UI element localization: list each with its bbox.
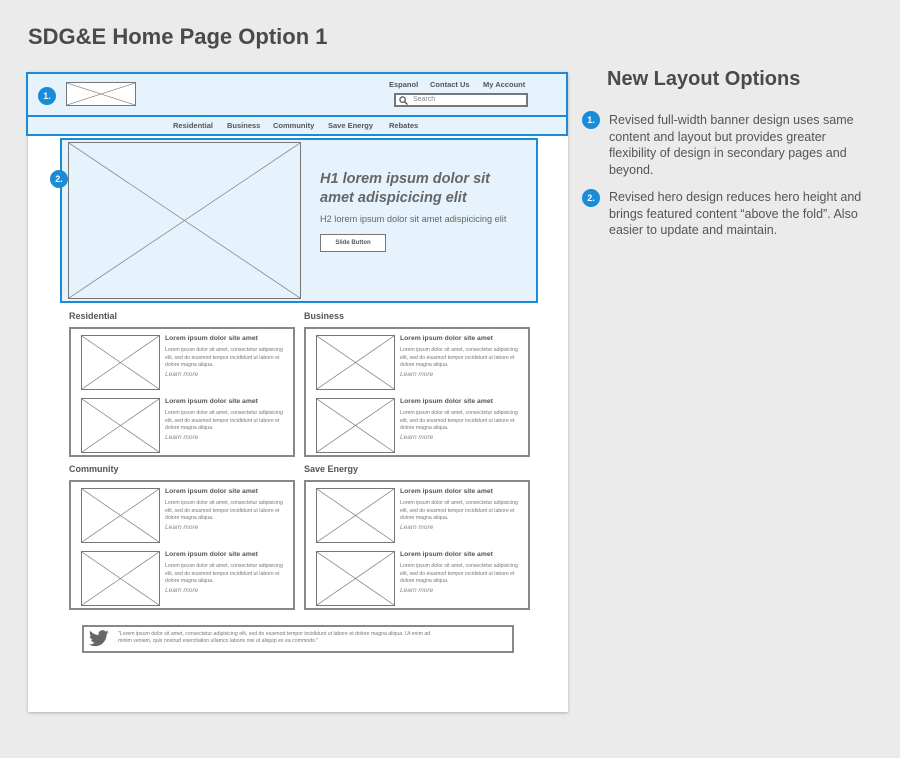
wireframe-sheet — [28, 72, 568, 712]
learn-more-link[interactable]: Learn more — [400, 371, 434, 378]
twitter-feed-box — [82, 625, 514, 653]
section-title-residential: Residential — [69, 311, 118, 321]
item-body: Lorem ipsum dolor sit amet, consectetur adipisicing elit, sed do eiusmod tempor incididunt ut labore et dolore magna aliqua. — [165, 500, 283, 522]
page-title: SDG&E Home Page Option 1 — [28, 24, 328, 49]
section-title-save-energy: Save Energy — [304, 464, 359, 474]
item-image-placeholder — [81, 551, 160, 606]
nav-community[interactable]: Community — [273, 121, 315, 130]
item-title: Lorem ipsum dolor site amet — [165, 335, 258, 342]
header-banner-highlight — [26, 72, 568, 136]
learn-more-link[interactable]: Learn more — [165, 371, 199, 378]
hero-image-placeholder — [68, 142, 301, 299]
learn-more-link[interactable]: Learn more — [400, 587, 434, 594]
slide-button[interactable]: Slide Button — [320, 234, 386, 252]
nav-residential[interactable]: Residential — [173, 121, 214, 130]
item-image-placeholder — [81, 335, 160, 390]
item-body: Lorem ipsum dolor sit amet, consectetur adipisicing elit, sed do eiusmod tempor incididunt ut labore et dolore magna aliqua. — [400, 410, 518, 432]
search-input[interactable] — [394, 93, 528, 107]
item-image-placeholder — [316, 551, 395, 606]
learn-more-link[interactable]: Learn more — [400, 434, 434, 441]
item-body: Lorem ipsum dolor sit amet, consectetur adipisicing elit, sed do eiusmod tempor incididunt ut labore et dolore magna aliqua. — [400, 347, 518, 369]
note-badge-2: 2. — [582, 189, 600, 207]
note-text-2: Revised hero design reduces hero height and brings featured content “above the fold”. Also easier to update and maintain. — [609, 190, 862, 238]
section-title-business: Business — [304, 311, 345, 321]
header-badge: 1. — [38, 87, 56, 105]
item-image-placeholder — [316, 398, 395, 453]
logo-placeholder — [66, 82, 136, 106]
note-text-1: Revised full-width banner design uses same content and layout but provides greater flexibility of design in secondary pages and beyond. — [609, 113, 854, 177]
search-placeholder: Search — [413, 96, 436, 103]
item-body: Lorem ipsum dolor sit amet, consectetur adipisicing elit, sed do eiusmod tempor incididunt ut labore et dolore magna aliqua. — [165, 410, 283, 432]
learn-more-link[interactable]: Learn more — [400, 524, 434, 531]
my-account-link[interactable]: My Account — [483, 80, 526, 89]
item-body: Lorem ipsum dolor sit amet, consectetur adipisicing elit, sed do eiusmod tempor incididunt ut labore et dolore magna aliqua. — [400, 500, 518, 522]
hero-badge: 2. — [50, 170, 68, 188]
item-title: Lorem ipsum dolor site amet — [400, 551, 493, 558]
nav-business[interactable]: Business — [227, 121, 261, 130]
item-image-placeholder — [316, 335, 395, 390]
search-icon — [399, 96, 408, 105]
item-body: Lorem ipsum dolor sit amet, consectetur adipisicing elit, sed do eiusmod tempor incididunt ut labore et dolore magna aliqua. — [165, 563, 283, 585]
learn-more-link[interactable]: Learn more — [165, 434, 199, 441]
twitter-bird-icon[interactable] — [89, 630, 109, 647]
community-card — [69, 480, 295, 610]
item-title: Lorem ipsum dolor site amet — [165, 551, 258, 558]
nav-save-energy[interactable]: Save Energy — [328, 121, 374, 130]
notes-title: New Layout Options — [607, 68, 801, 90]
hero-h1: H1 lorem ipsum dolor sit amet adispicicing elit — [320, 171, 490, 206]
hero-highlight — [60, 138, 538, 303]
residential-card — [69, 327, 295, 457]
tweet-text: "Lorem ipsum dolor sit amet, consectetur adipisicing elit, sed do eiusmod tempor incididunt ut labore et dolore magna aliqua. Ut enim ad minim veniam, quis nostrud exercitation ullamco laboris nisi ut aliquip ex ea commodo." — [118, 631, 431, 645]
note-badge-1: 1. — [582, 111, 600, 129]
item-image-placeholder — [81, 488, 160, 543]
contact-us-link[interactable]: Contact Us — [430, 80, 470, 89]
business-card — [304, 327, 530, 457]
nav-rebates[interactable]: Rebates — [389, 121, 419, 130]
hero-h2: H2 lorem ipsum dolor sit amet adispicicing elit — [320, 214, 507, 224]
item-title: Lorem ipsum dolor site amet — [400, 335, 493, 342]
learn-more-link[interactable]: Learn more — [165, 587, 199, 594]
espanol-link[interactable]: Espanol — [389, 80, 419, 89]
item-title: Lorem ipsum dolor site amet — [165, 398, 258, 405]
item-image-placeholder — [81, 398, 160, 453]
nav-divider — [28, 115, 566, 117]
item-body: Lorem ipsum dolor sit amet, consectetur adipisicing elit, sed do eiusmod tempor incididunt ut labore et dolore magna aliqua. — [165, 347, 283, 369]
learn-more-link[interactable]: Learn more — [165, 524, 199, 531]
item-body: Lorem ipsum dolor sit amet, consectetur adipisicing elit, sed do eiusmod tempor incididunt ut labore et dolore magna aliqua. — [400, 563, 518, 585]
item-title: Lorem ipsum dolor site amet — [400, 398, 493, 405]
item-title: Lorem ipsum dolor site amet — [165, 488, 258, 495]
section-title-community: Community — [69, 464, 119, 474]
save-energy-card — [304, 480, 530, 610]
item-image-placeholder — [316, 488, 395, 543]
item-title: Lorem ipsum dolor site amet — [400, 488, 493, 495]
